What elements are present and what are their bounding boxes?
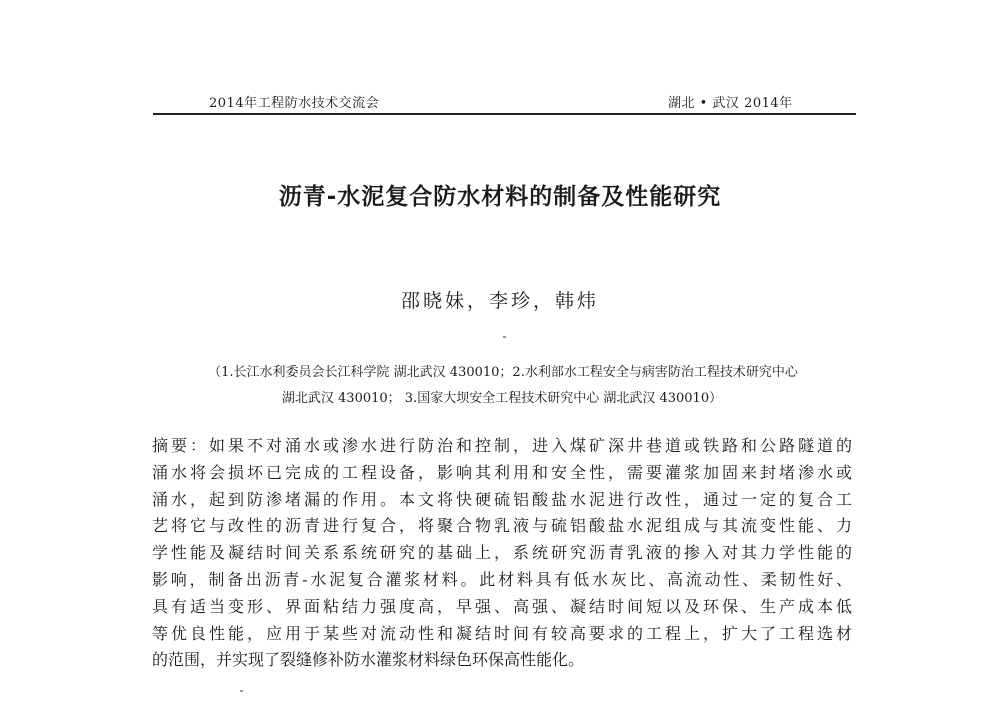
- scan-speck: [240, 690, 243, 692]
- abstract-line: 摘要：如果不对涌水或渗水进行防治和控制，进入煤矿深井巷道或铁路和公路隧道的: [152, 436, 852, 455]
- paper-authors: 邵晓妹，李珍，韩炜: [400, 290, 599, 312]
- scan-speck: [503, 336, 506, 338]
- affiliation-line-1: （1.长江水利委员会长江科学院 湖北武汉 430010；2.水利部水工程安全与病害防治工程技术研究中心: [208, 365, 798, 380]
- abstract-line: 的范围，并实现了裂缝修补防水灌浆材料绿色环保高性能化。: [152, 650, 585, 670]
- abstract-line: 涌水将会损坏已完成的工程设备，影响其利用和安全性，需要灌浆加固来封堵渗水或: [152, 462, 852, 482]
- abstract-line: 艺将它与改性的沥青进行复合，将聚合物乳液与硫铝酸盐水泥组成与其流变性能、力: [152, 516, 852, 536]
- abstract-line: 涌水，起到防渗堵漏的作用。本文将快硬硫铝酸盐水泥进行改性，通过一定的复合工: [152, 489, 852, 509]
- abstract-line: 影响，制备出沥青-水泥复合灌浆材料。此材料具有低水灰比、高流动性、柔韧性好、: [152, 569, 852, 589]
- abstract: [152, 433, 852, 674]
- paper-title: 沥青-水泥复合防水材料的制备及性能研究: [278, 184, 722, 210]
- running-header-conference: 2014年工程防水技术交流会: [209, 96, 380, 111]
- running-header-location-year: 湖北 • 武汉 2014年: [668, 96, 793, 111]
- abstract-line: 学性能及凝结时间关系系统研究的基础上，系统研究沥青乳液的掺入对其力学性能的: [152, 543, 852, 563]
- affiliation-line-2: 湖北武汉 430010； 3.国家大坝安全工程技术研究中心 湖北武汉 430010）: [281, 391, 723, 406]
- header-rule: [153, 113, 856, 115]
- abstract-line: 具有适当变形、界面粘结力强度高，早强、高强、凝结时间短以及环保、生产成本低: [152, 596, 852, 616]
- abstract-line: 等优良性能，应用于某些对流动性和凝结时间有较高要求的工程上，扩大了工程选材: [152, 623, 852, 643]
